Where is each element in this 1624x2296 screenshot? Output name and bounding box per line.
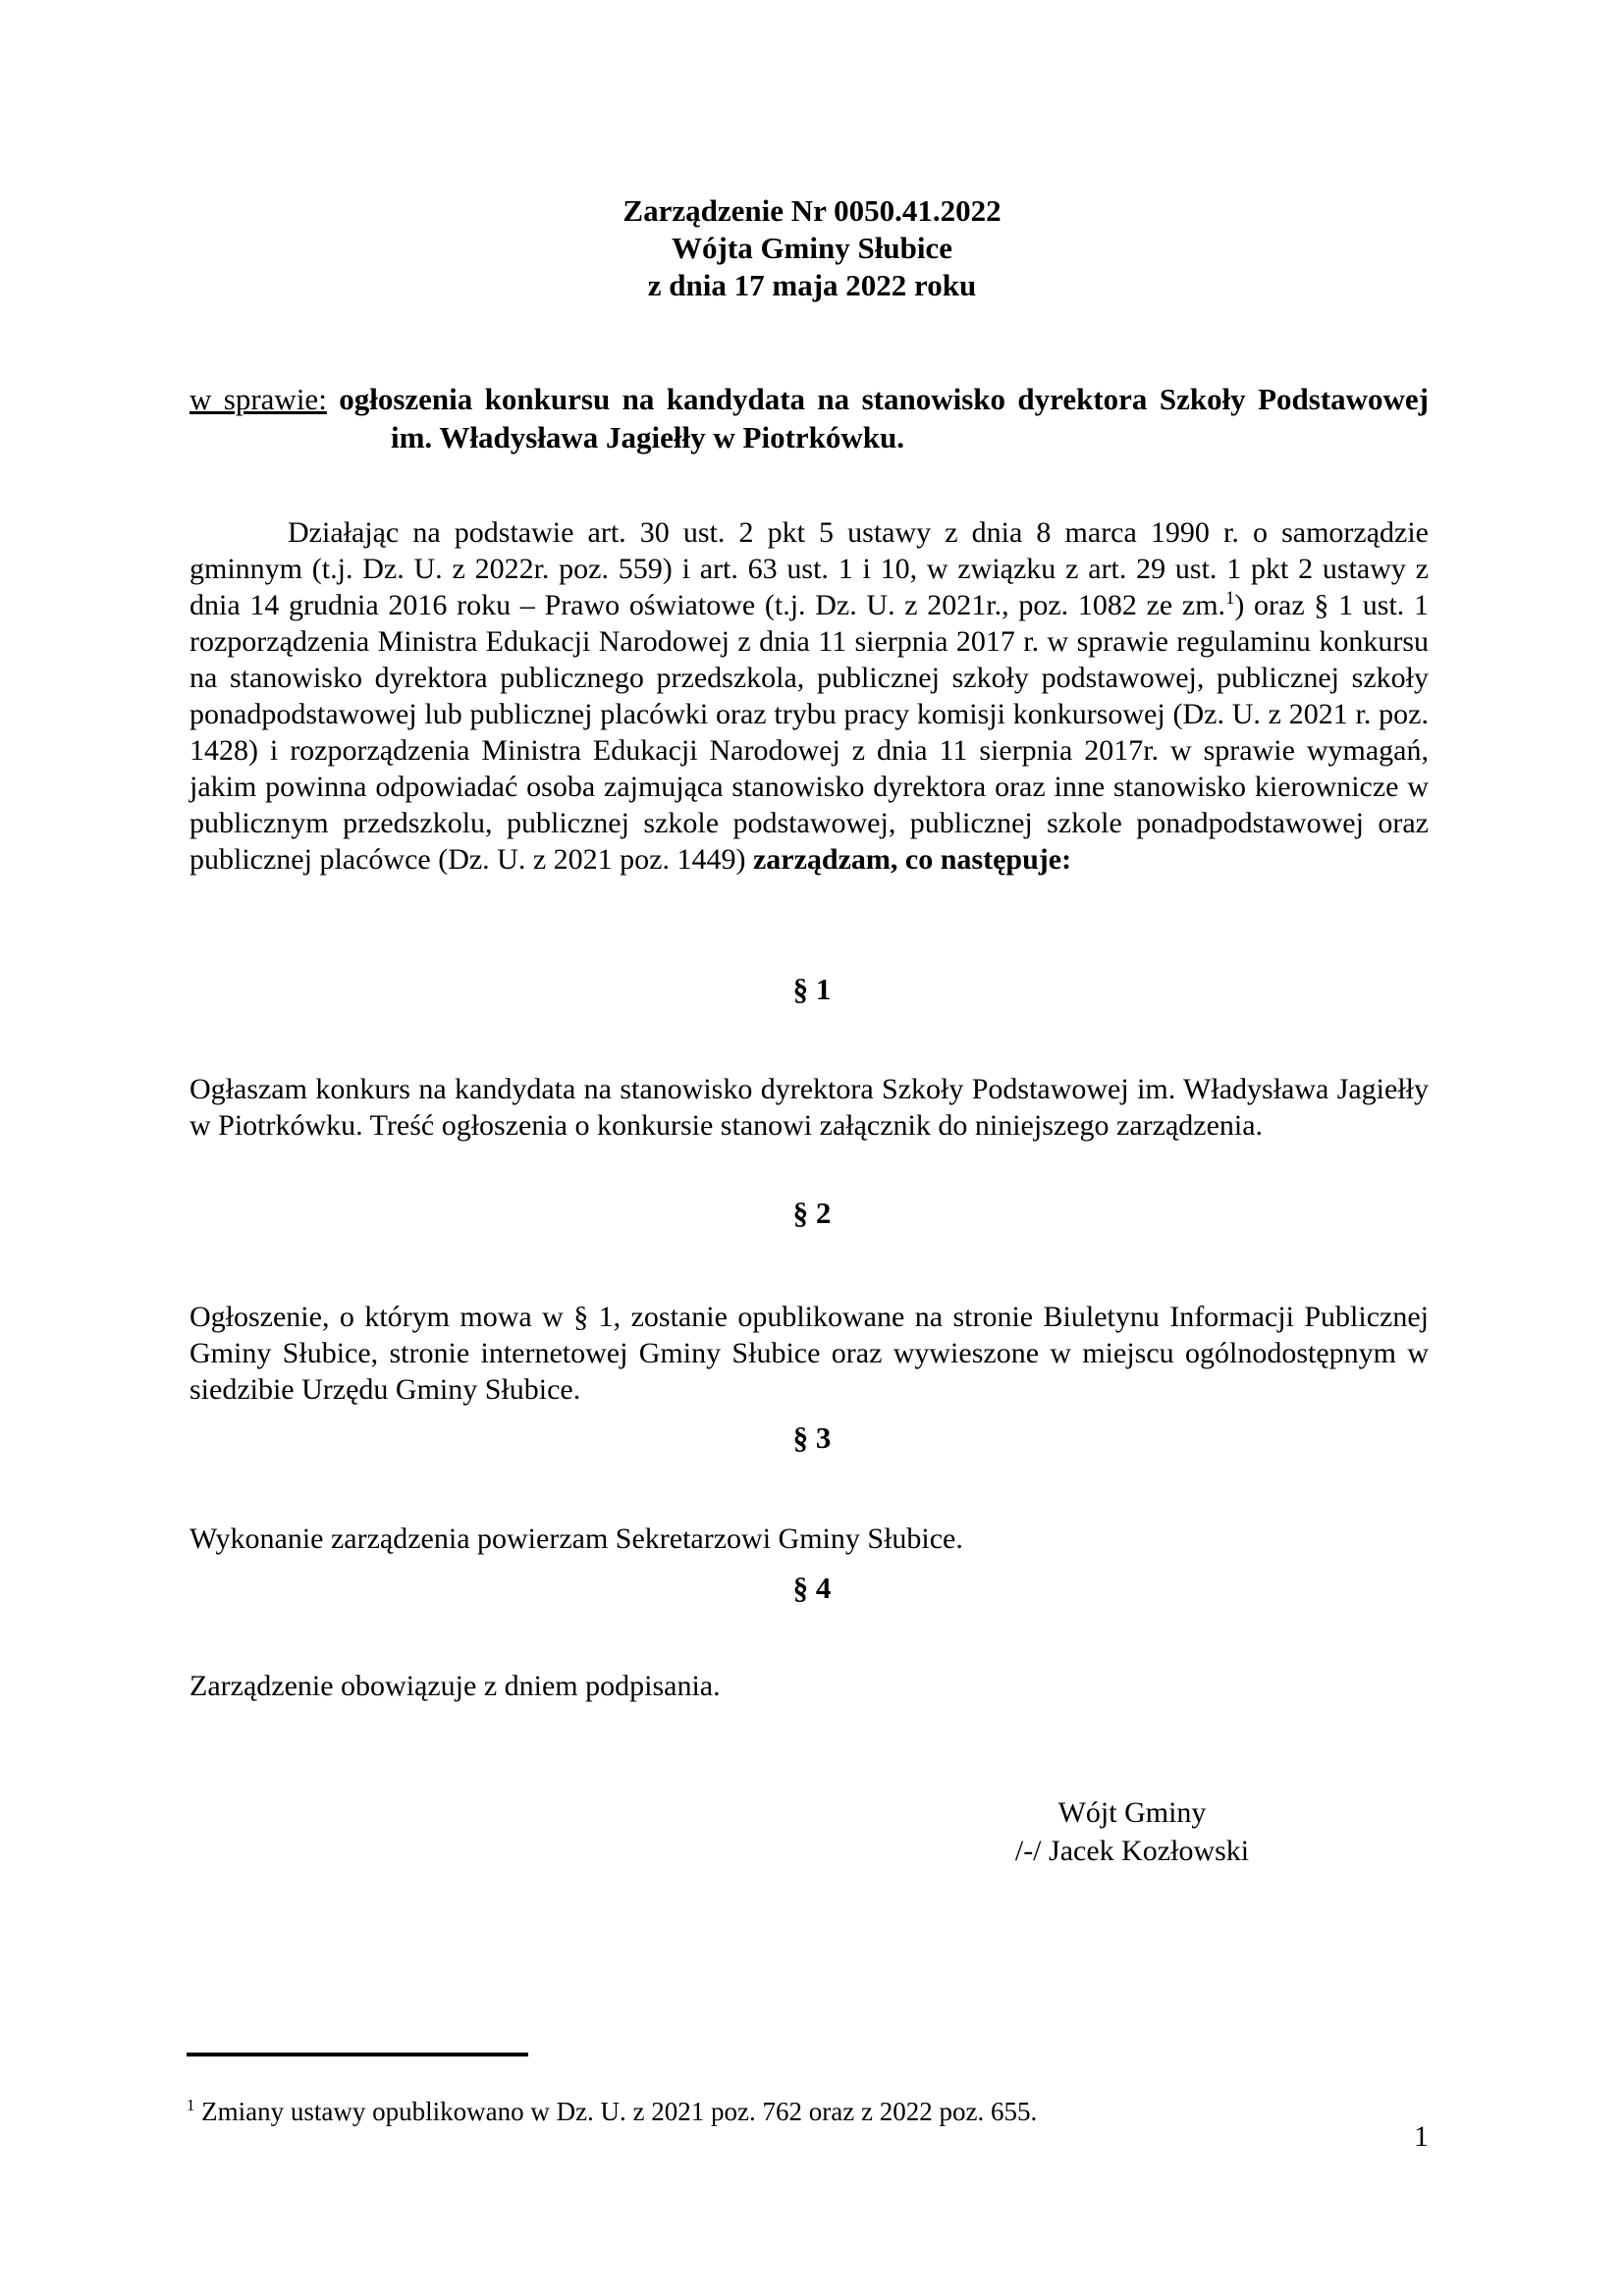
preamble-text-before-footnote: Działając na podstawie art. 30 ust. 2 pkt 5 ustawy z dnia 8 marca 1990 r. o samorządzie gminnym (t.j. Dz. U. z 2022r. poz. 559) i art. 63 ust. 1 i 10, w związku z art. 29 ust. 1 pkt 2 ustawy z dnia 14 grudnia 2016 roku – Prawo oświatowe (t.j. Dz. U. z 2021r., poz. 1082 ze zm. [189, 516, 1429, 621]
signature-name: /-/ Jacek Kozłowski [1014, 1835, 1250, 1867]
footnote-marker: 1 [187, 2096, 195, 2114]
page-number: 1 [1414, 2120, 1429, 2153]
section-4-body: Zarządzenie obowiązuje z dniem podpisania. [189, 1670, 721, 1702]
section-2-body: Ogłoszenie, o którym mowa w § 1, zostanie opublikowane na stronie Biuletynu Informacji Publicznej Gminy Słubice, stronie internetowej Gminy Słubice oraz wywieszone w miejscu ogólnodostępnym w siedzibie Urzędu Gminy Słubice. [189, 1301, 1429, 1406]
title-line-ordinance-number: Zarządzenie Nr 0050.41.2022 [623, 193, 1001, 228]
title-line-issuer: Wójta Gminy Słubice [672, 231, 952, 265]
section-2-heading: § 2 [792, 1196, 832, 1230]
footnote-separator-rule [187, 2053, 528, 2056]
section-1-body: Ogłaszam konkurs na kandydata na stanowisko dyrektora Szkoły Podstawowej im. Władysława Jagiełły w Piotrkówku. Treść ogłoszenia o konkursie stanowi załącznik do niniejszego zarządzenia. [189, 1073, 1429, 1142]
preamble-text-after-footnote: ) oraz § 1 ust. 1 rozporządzenia Ministra Edukacji Narodowej z dnia 11 sierpnia 2017 r. w sprawie regulaminu konkursu na stanowisko dyrektora publicznego przedszkola, publicznej szkoły podstawowej, publicznej szkoły ponadpodstawowej lub publicznej placówki oraz trybu pracy komisji konkursowej (Dz. U. z 2021 r. poz. 1428) i rozporządzenia Ministra Edukacji Narodowej z dnia 11 sierpnia 2017r. w sprawie wymagań, jakim powinna odpowiadać osoba zajmująca stanowisko dyrektora oraz inne stanowisko kierownicze w publicznym przedszkolu, publicznej szkole podstawowej, publicznej szkole ponadpodstawowej oraz publicznej placówce (Dz. U. z 2021 poz. 1449) [189, 589, 1429, 876]
document-title [192, 192, 1432, 304]
section-3-heading: § 3 [792, 1420, 832, 1455]
signature-block [887, 1793, 1378, 1870]
section-1-heading: § 1 [792, 972, 832, 1006]
section-3-body: Wykonanie zarządzenia powierzam Sekretarzowi Gminy Słubice. [189, 1522, 963, 1555]
subject-text: ogłoszenia konkursu na kandydata na stanowisko dyrektora Szkoły Podstawowej im. Władysława Jagiełły w Piotrkówku. [339, 382, 1430, 454]
legal-preamble-paragraph [189, 514, 1429, 878]
title-line-date: z dnia 17 maja 2022 roku [647, 268, 977, 302]
preamble-closing-bold: zarządzam, co następuje: [752, 843, 1072, 876]
footnote-body: Zmiany ustawy opublikowano w Dz. U. z 2021 poz. 762 oraz z 2022 poz. 655. [201, 2097, 1038, 2126]
section-4-heading: § 4 [792, 1571, 832, 1605]
subject-paragraph [189, 380, 1429, 456]
signature-role: Wójt Gminy [1057, 1796, 1207, 1829]
footnote-reference-marker: 1 [1225, 588, 1235, 609]
subject-label: w sprawie: [189, 382, 327, 416]
